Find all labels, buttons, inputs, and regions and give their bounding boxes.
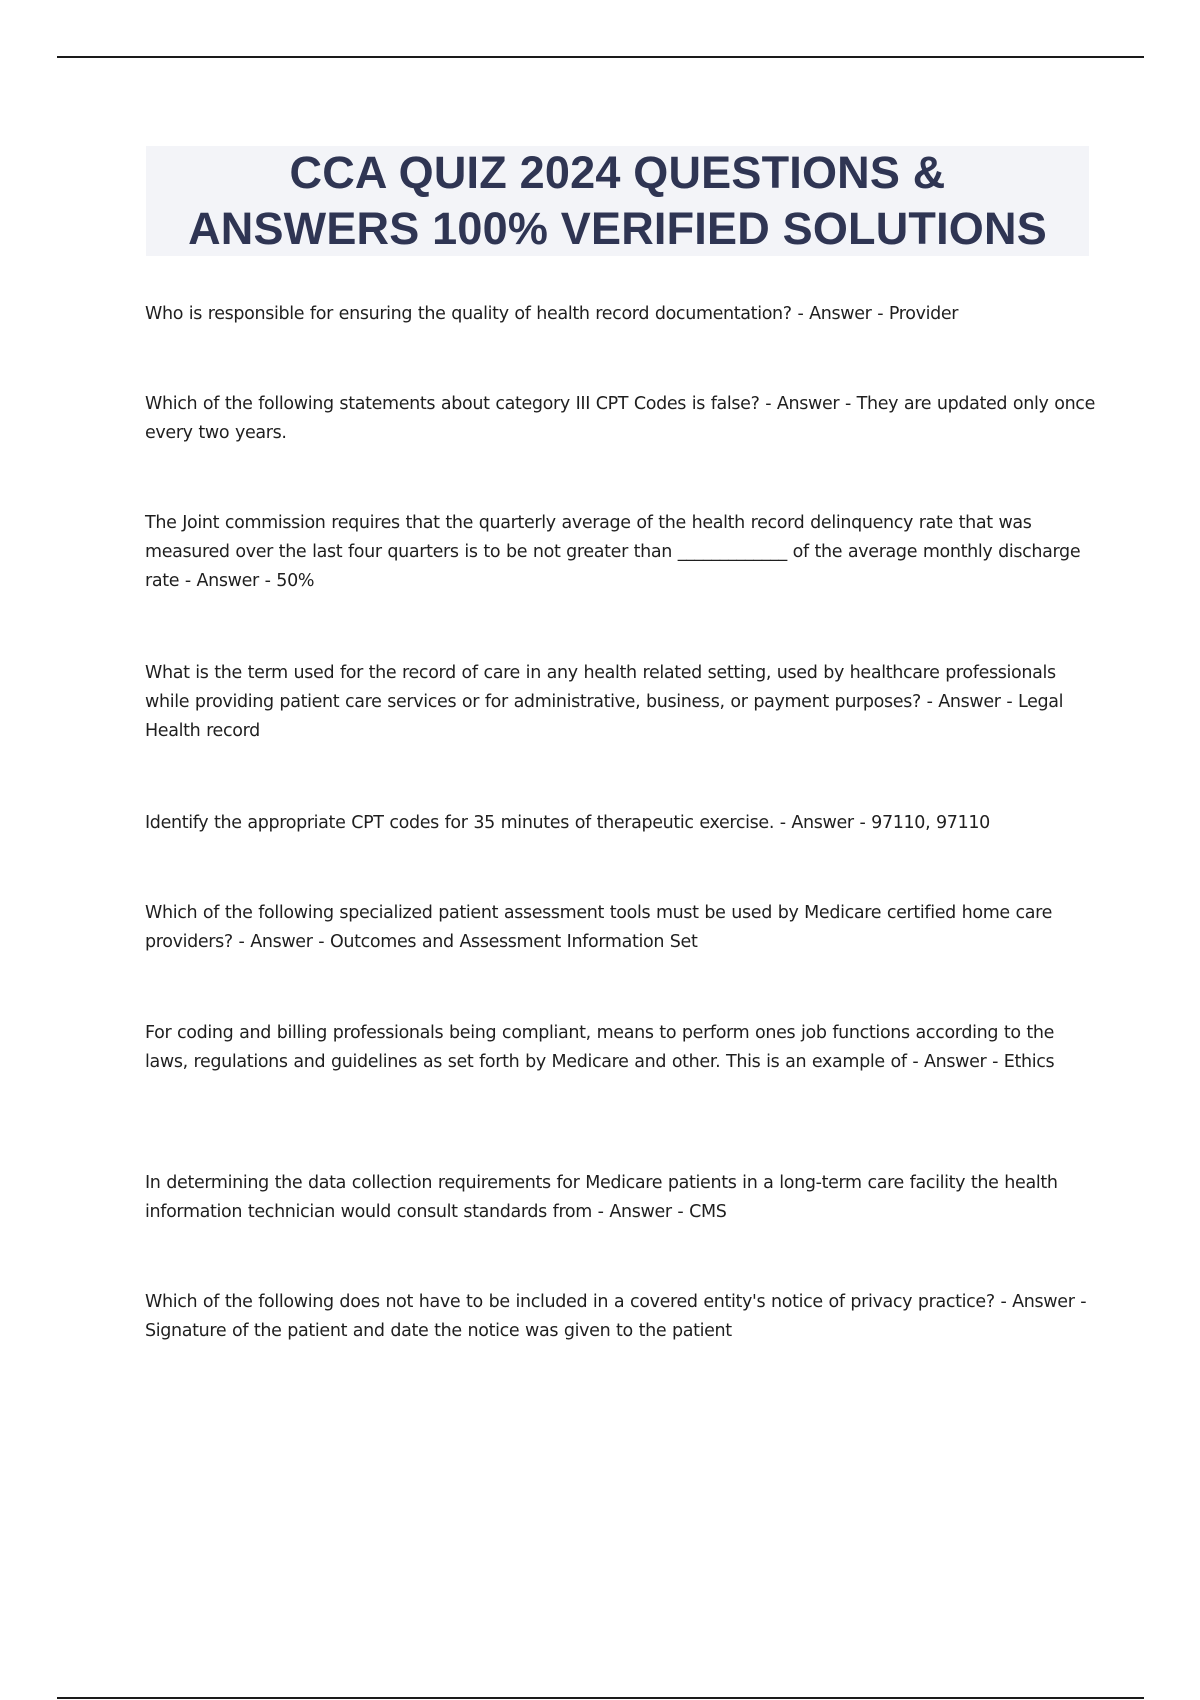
qa-item-9: Which of the following does not have to be included in a covered entity's notice of privacy practice? - Answer - Signature of the patient and date the notice was given to the patient [145, 1292, 1087, 1341]
title-banner [146, 146, 1089, 256]
qa-item-8: In determining the data collection requirements for Medicare patients in a long-term care facility the health information technician would consult standards from - Answer - CMS [145, 1173, 1058, 1222]
qa-item-7: For coding and billing professionals being compliant, means to perform ones job functions according to the laws, regulations and guidelines as set forth by Medicare and other. This is an example of - Answer - Ethics [145, 1023, 1055, 1072]
qa-item-6: Which of the following specialized patient assessment tools must be used by Medicare certified home care providers? - Answer - Outcomes and Assessment Information Set [145, 903, 1053, 952]
top-rule [57, 56, 1144, 58]
qa-item-5: Identify the appropriate CPT codes for 35 minutes of therapeutic exercise. - Answer - 97110, 97110 [145, 813, 990, 833]
bottom-rule [57, 1697, 1144, 1699]
qa-item-4: What is the term used for the record of care in any health related setting, used by healthcare professionals while providing patient care services or for administrative, business, or payment purposes? - Answer - Legal Health record [145, 663, 1064, 741]
title-line-2: ANSWERS 100% VERIFIED SOLUTIONS [188, 203, 1047, 254]
qa-item-2: Which of the following statements about category III CPT Codes is false? - Answer - They are updated only once every two years. [145, 394, 1095, 443]
qa-item-3: The Joint commission requires that the quarterly average of the health record delinquency rate that was measured over the last four quarters is to be not greater than _____________ of the average monthly discharge rate - Answer - 50% [145, 513, 1081, 591]
qa-item-1: Who is responsible for ensuring the quality of health record documentation? - Answer - Provider [145, 304, 959, 324]
title-line-1: CCA QUIZ 2024 QUESTIONS & [289, 147, 946, 198]
